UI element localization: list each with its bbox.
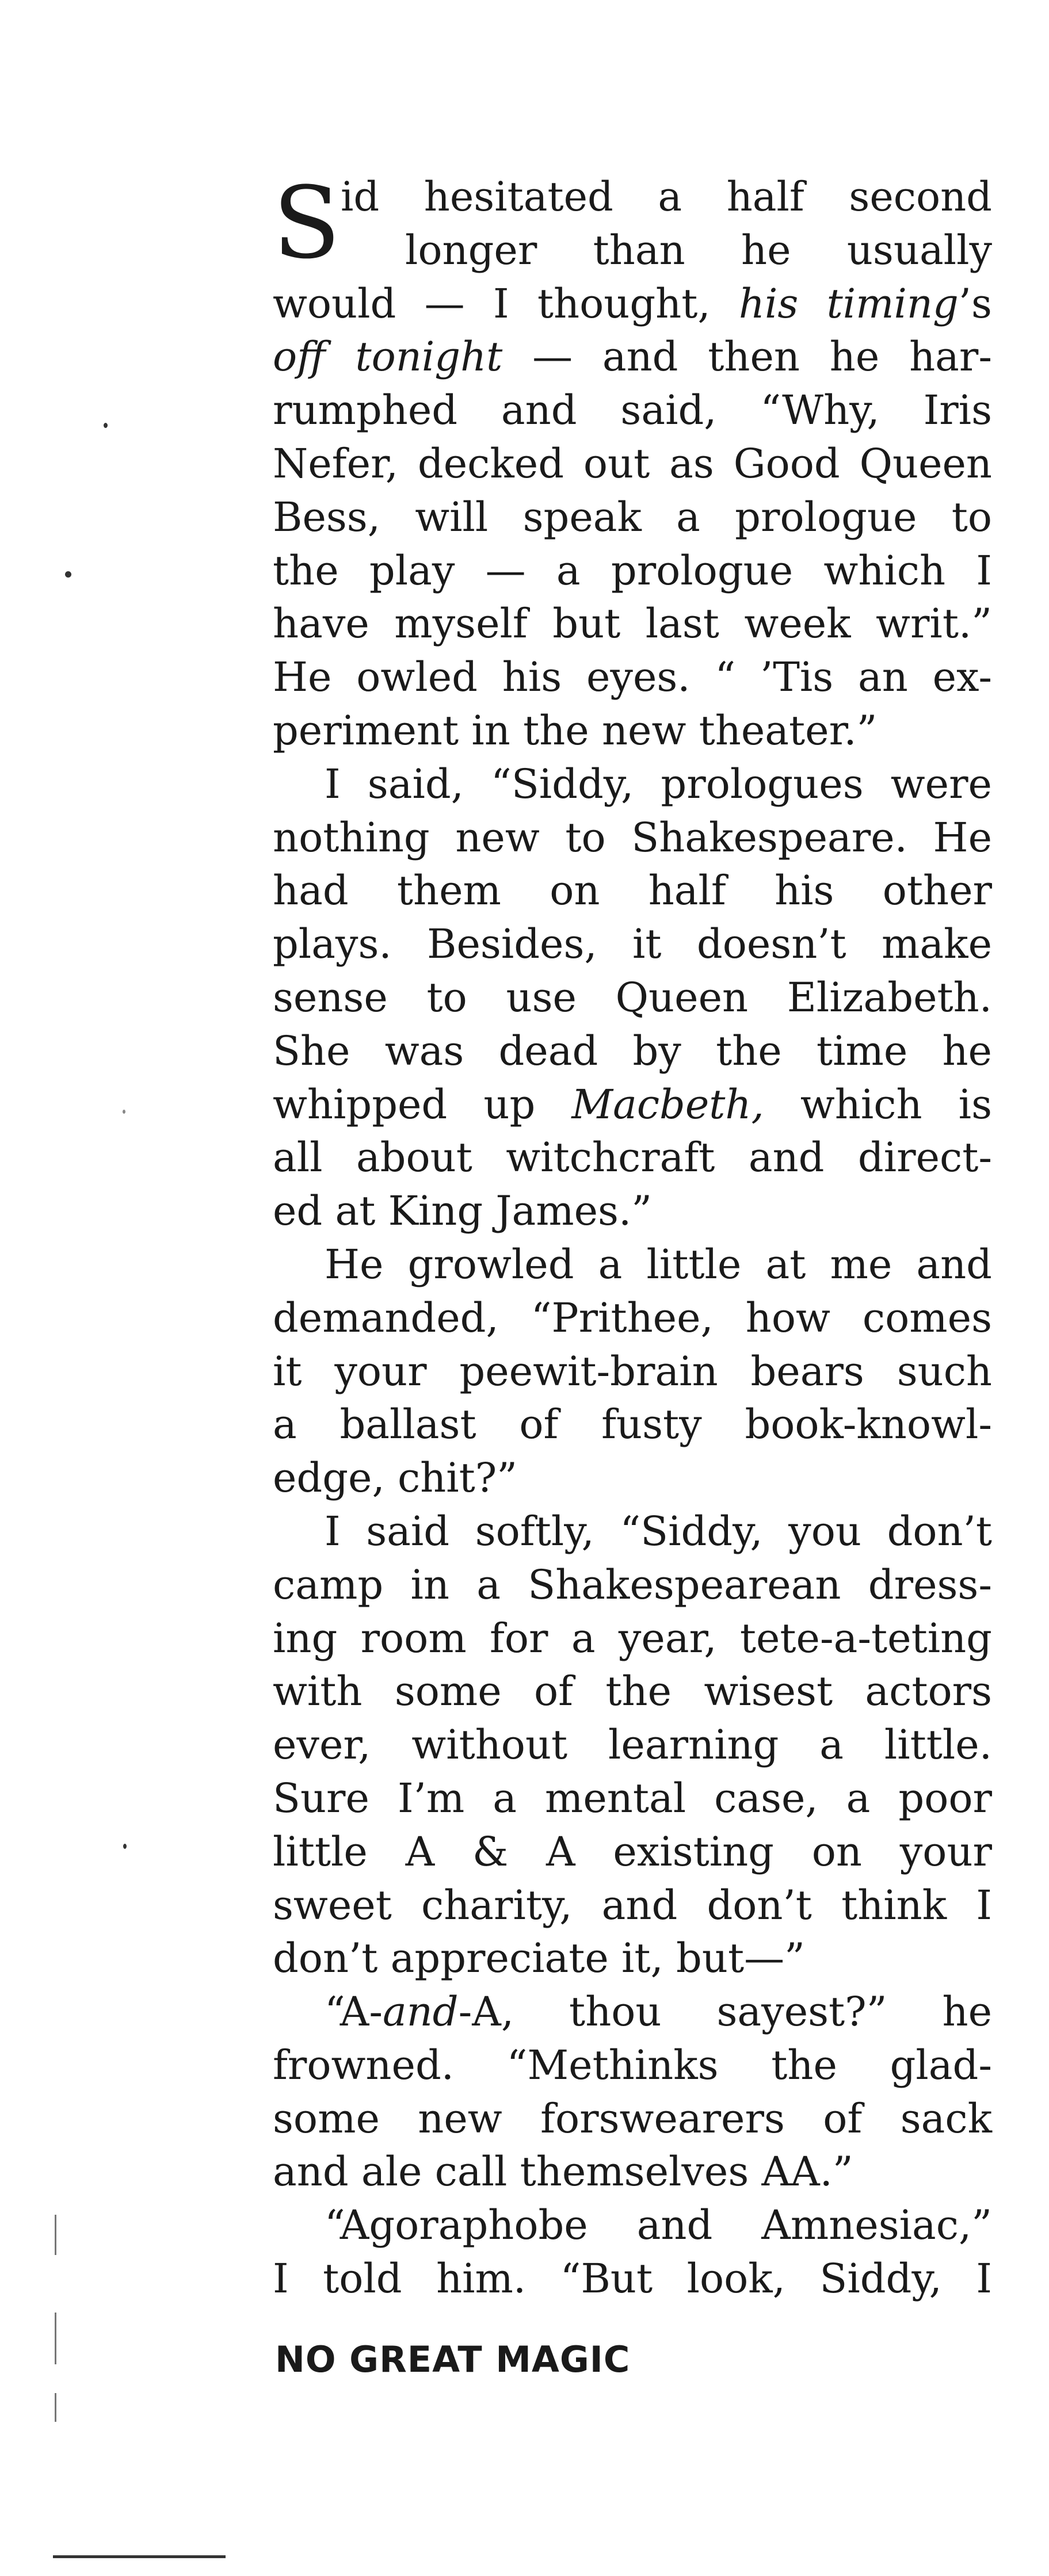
italic-text: his timing — [738, 280, 959, 327]
text-line: off tonight — and then he har- — [273, 333, 992, 381]
paragraph — [273, 1238, 992, 1505]
text-line: S id hesitated a half second — [273, 165, 992, 281]
text-line: I said, “Siddy, prologues were — [325, 760, 992, 808]
margin-speck — [65, 571, 71, 578]
paragraph — [273, 758, 992, 1238]
text-line: whipped up Macbeth, which is — [273, 1080, 992, 1128]
text-line: edge, chit?” — [273, 1454, 518, 1502]
margin-speck — [104, 423, 108, 428]
margin-tick — [55, 2313, 56, 2364]
text-line: a ballast of fusty book-knowl- — [273, 1401, 992, 1448]
italic-text: and — [382, 1988, 459, 2036]
text-line: Sure I’m a mental case, a poor — [273, 1774, 992, 1822]
bottom-edge-rule — [53, 2555, 226, 2558]
text-line: “Agoraphobe and Amnesiac,” — [325, 2202, 992, 2249]
margin-speck — [123, 1110, 125, 1114]
text-line: I told him. “But look, Siddy, I — [273, 2255, 992, 2303]
paragraph — [273, 1505, 992, 1985]
text-line: Nefer, decked out as Good Queen — [273, 439, 992, 487]
text-line: have myself but last week writ.” — [273, 600, 992, 648]
text-line: don’t appreciate it, but—” — [273, 1935, 805, 1982]
text-line: had them on half his other — [273, 867, 992, 915]
paragraph — [273, 165, 992, 758]
text-line: Bess, will speak a prologue to — [273, 493, 992, 541]
italic-text: Macbeth, — [571, 1080, 764, 1128]
drop-cap: S — [273, 165, 341, 281]
text-line: He growled a little at me and — [325, 1240, 992, 1288]
text-line: the play — a prologue which I — [273, 546, 992, 594]
margin-tick — [55, 2393, 56, 2422]
text-line: ed at King James.” — [273, 1187, 652, 1235]
text-line: She was dead by the time he — [273, 1027, 992, 1075]
text-line: nothing new to Shakespeare. He — [273, 813, 992, 861]
text-line: some new forswearers of sack — [273, 2095, 992, 2142]
paragraph — [273, 1985, 992, 2199]
paragraph — [273, 2199, 992, 2306]
text-line: would — I thought, his timing’s — [273, 280, 992, 327]
text-line: sweet charity, and don’t think I — [273, 1881, 992, 1929]
text-line: longer than he usually — [405, 226, 992, 274]
text-line: sense to use Queen Elizabeth. — [273, 973, 992, 1021]
text-line: little A & A existing on your — [273, 1828, 992, 1875]
margin-speck — [123, 1844, 127, 1849]
text-line: “A-and-A, thou sayest?” he — [325, 1988, 992, 2036]
text-line: I said softly, “Siddy, you don’t — [325, 1507, 992, 1555]
text-line: plays. Besides, it doesn’t make — [273, 920, 992, 968]
running-footer: NO GREAT MAGIC — [275, 2338, 631, 2380]
text-line: with some of the wisest actors — [273, 1668, 992, 1715]
text-line: all about witchcraft and direct- — [273, 1134, 992, 1182]
text-line: demanded, “Prithee, how comes — [273, 1294, 992, 1341]
text-line: rumphed and said, “Why, Iris — [273, 387, 992, 434]
text-line: and ale call themselves AA.” — [273, 2148, 853, 2196]
text-line: camp in a Shakespearean dress- — [273, 1561, 992, 1608]
text-line: periment in the new theater.” — [273, 706, 878, 754]
text-line: He owled his eyes. “ ’Tis an ex- — [273, 653, 992, 701]
text-line: ever, without learning a little. — [273, 1721, 992, 1769]
margin-tick — [55, 2215, 56, 2255]
text-line: it your peewit-brain bears such — [273, 1347, 992, 1395]
text-line: frowned. “Methinks the glad- — [273, 2041, 992, 2089]
text-line: ing room for a year, tete-a-teting — [273, 1614, 992, 1662]
italic-text: off tonight — [273, 333, 503, 381]
text-column — [273, 165, 992, 2306]
